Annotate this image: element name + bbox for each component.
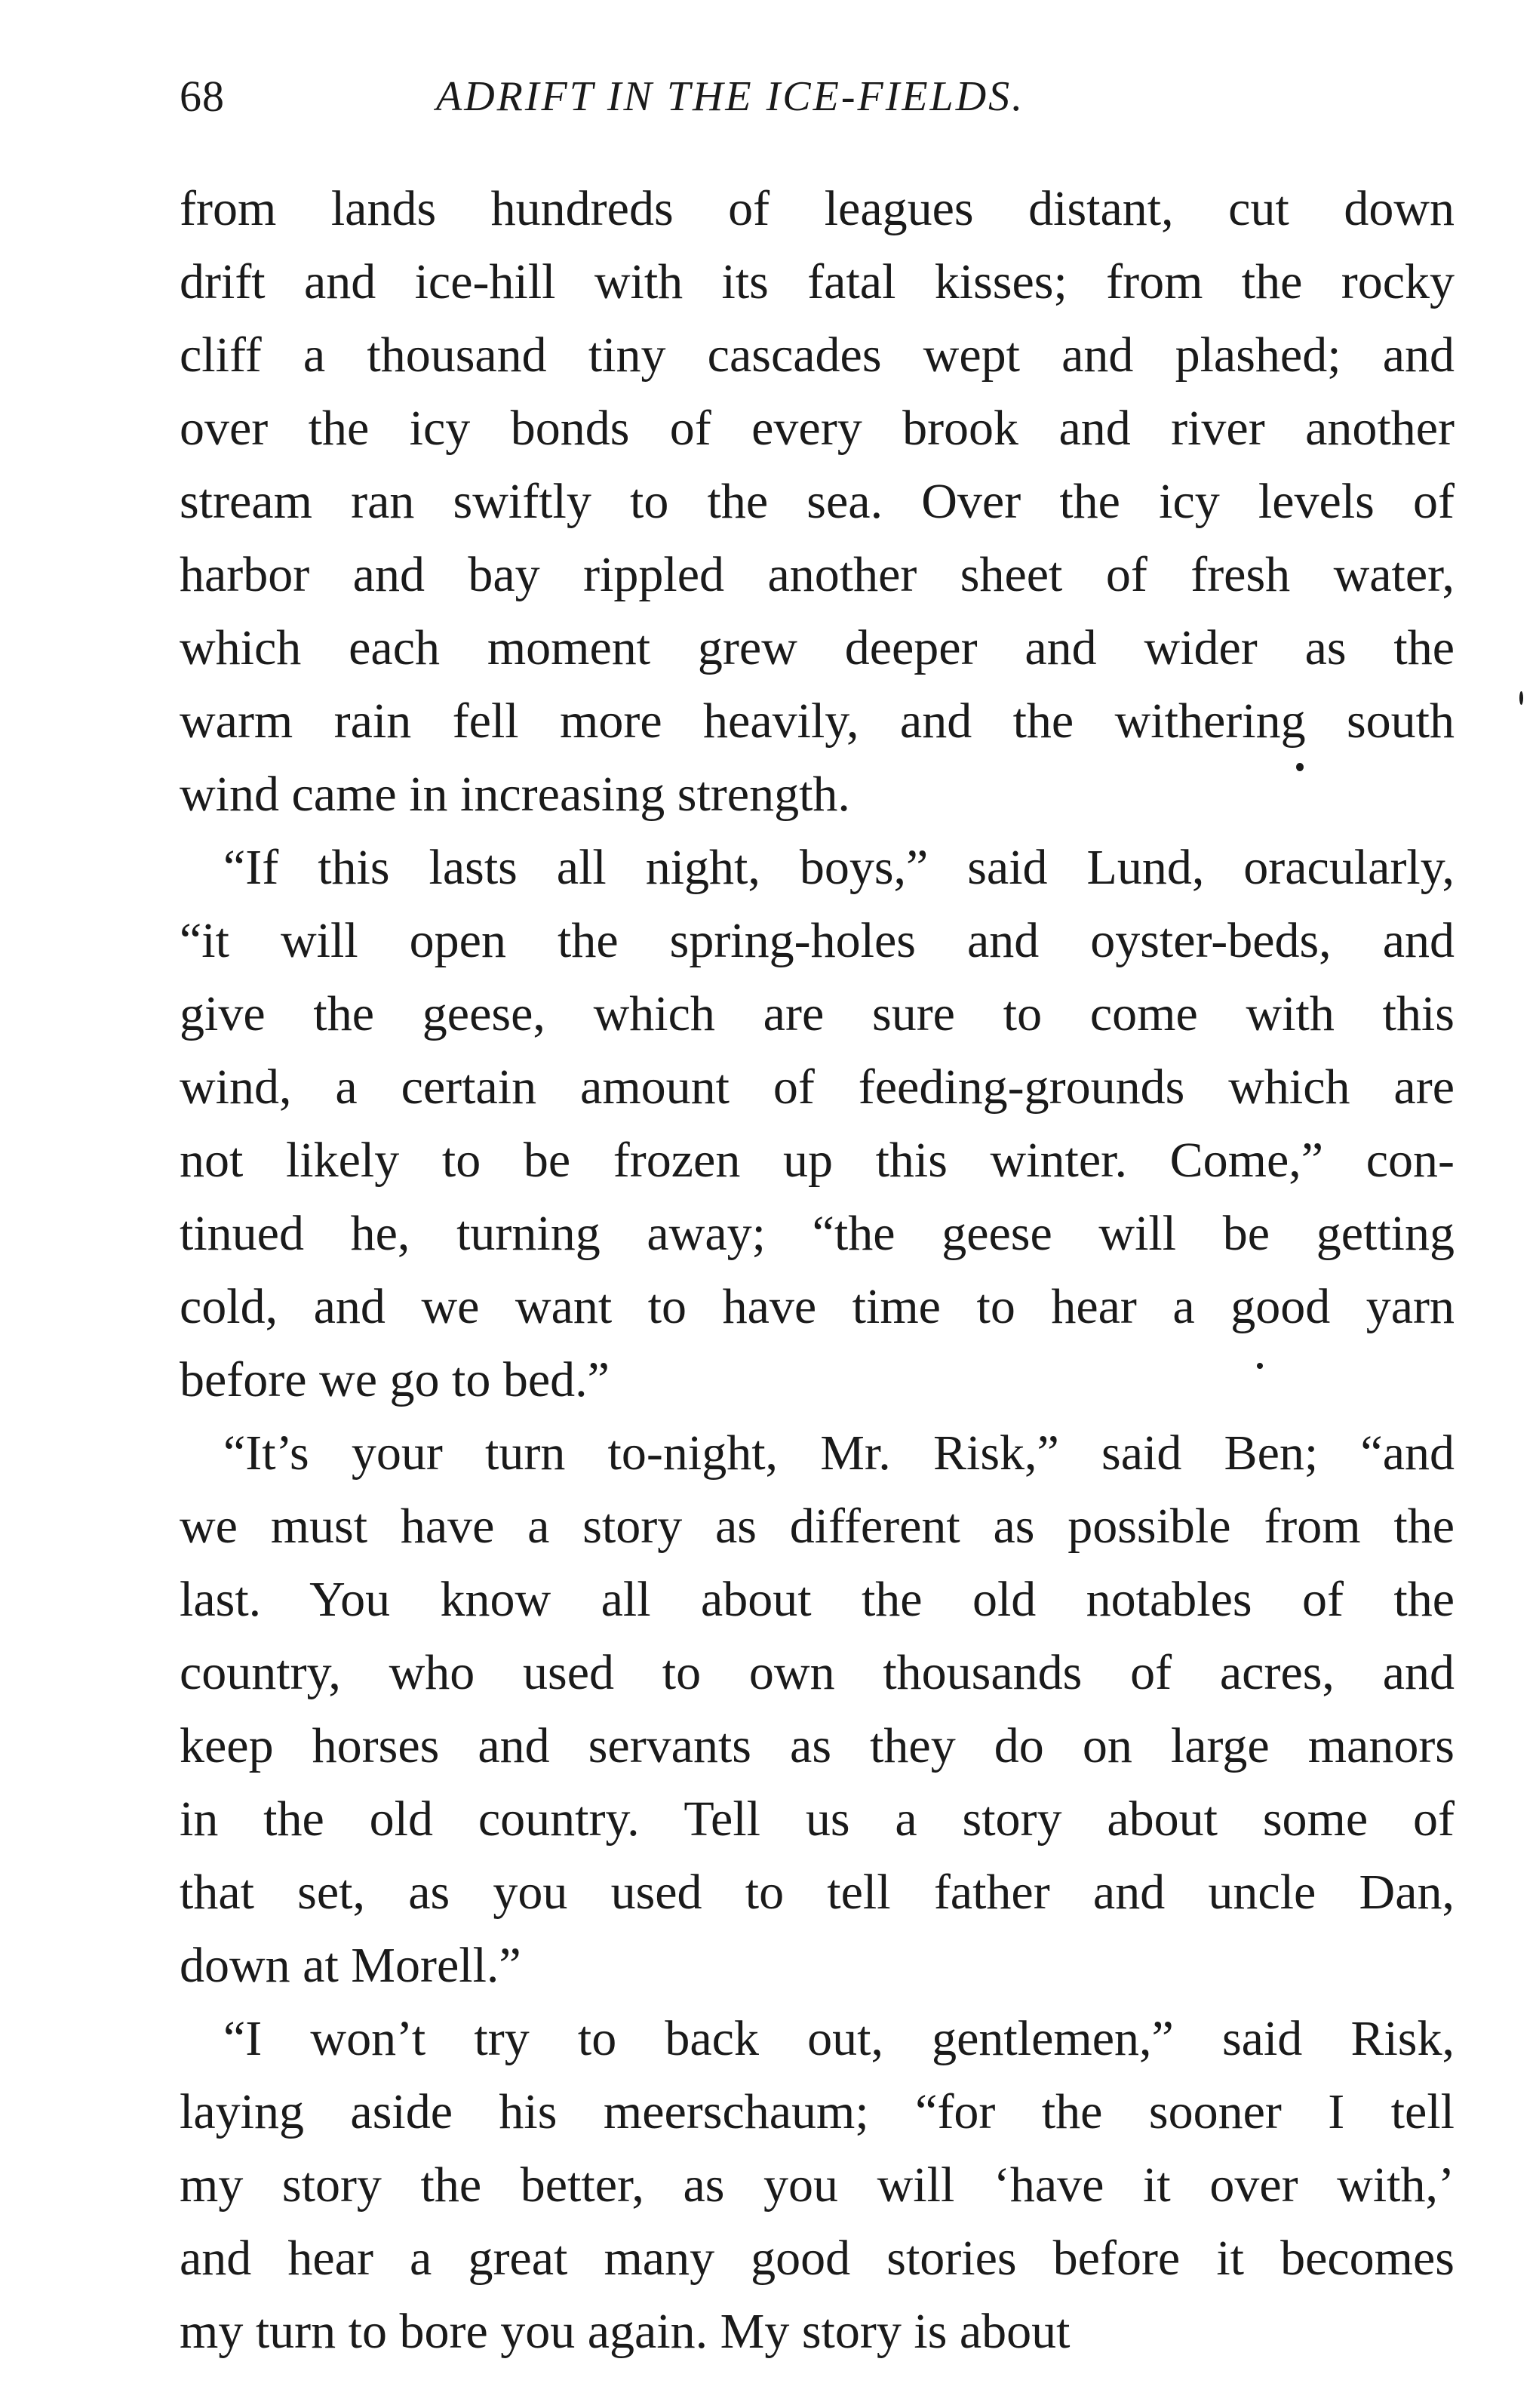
scan-speck: [1519, 691, 1523, 705]
text-line: keep horses and servants as they do on large manors: [180, 1718, 1455, 1773]
text-line: give the geese, which are sure to come with this: [180, 986, 1455, 1041]
text-line: “it will open the spring-holes and oyster-beds, and: [180, 913, 1455, 968]
text-line: “I won’t try to back out, gentlemen,” said Risk,: [223, 2011, 1455, 2066]
text-line: harbor and bay rippled another sheet of fresh water,: [180, 547, 1455, 602]
text-line: cliff a thousand tiny cascades wept and plashed; and: [180, 328, 1455, 383]
text-line: in the old country. Tell us a story about some of: [180, 1791, 1455, 1847]
body-text: [180, 172, 1455, 2368]
text-line: stream ran swiftly to the sea. Over the icy levels of: [180, 474, 1455, 529]
text-line: cold, and we want to have time to hear a good yarn: [180, 1279, 1455, 1334]
text-line: wind, a certain amount of feeding-grounds which are: [180, 1059, 1455, 1115]
text-line: drift and ice-hill with its fatal kisses; from the rocky: [180, 254, 1455, 309]
text-line: down at Morell.”: [180, 1938, 521, 1993]
text-line: not likely to be frozen up this winter. Come,” con-: [180, 1133, 1455, 1188]
text-line: “It’s your turn to-night, Mr. Risk,” said Ben; “and: [223, 1425, 1455, 1481]
scan-speck: [1257, 1363, 1263, 1369]
text-line: over the icy bonds of every brook and river another: [180, 401, 1455, 456]
text-line: that set, as you used to tell father and uncle Dan,: [180, 1865, 1455, 1920]
scan-speck: [1296, 763, 1304, 771]
text-line: last. You know all about the old notables of the: [180, 1572, 1455, 1627]
text-line: which each moment grew deeper and wider as the: [180, 620, 1455, 675]
text-line: we must have a story as different as possible from the: [180, 1499, 1455, 1554]
text-line: from lands hundreds of leagues distant, cut down: [180, 181, 1455, 236]
running-head: [180, 66, 1455, 127]
text-line: my turn to bore you again. My story is about: [180, 2304, 1071, 2359]
text-line: and hear a great many good stories before it becomes: [180, 2231, 1455, 2286]
text-line: wind came in increasing strength.: [180, 767, 850, 822]
page-number: 68: [180, 72, 225, 121]
text-line: my story the better, as you will ‘have it over with,’: [180, 2157, 1455, 2213]
text-line: “If this lasts all night, boys,” said Lund, oracularly,: [223, 840, 1455, 895]
text-line: before we go to bed.”: [180, 1352, 610, 1407]
text-line: country, who used to own thousands of acres, and: [180, 1645, 1455, 1700]
running-title: ADRIFT IN THE ICE-FIELDS.: [436, 73, 1025, 120]
text-line: tinued he, turning away; “the geese will be getting: [180, 1206, 1455, 1261]
text-line: warm rain fell more heavily, and the withering south: [180, 693, 1455, 749]
text-line: laying aside his meerschaum; “for the sooner I tell: [180, 2084, 1455, 2139]
